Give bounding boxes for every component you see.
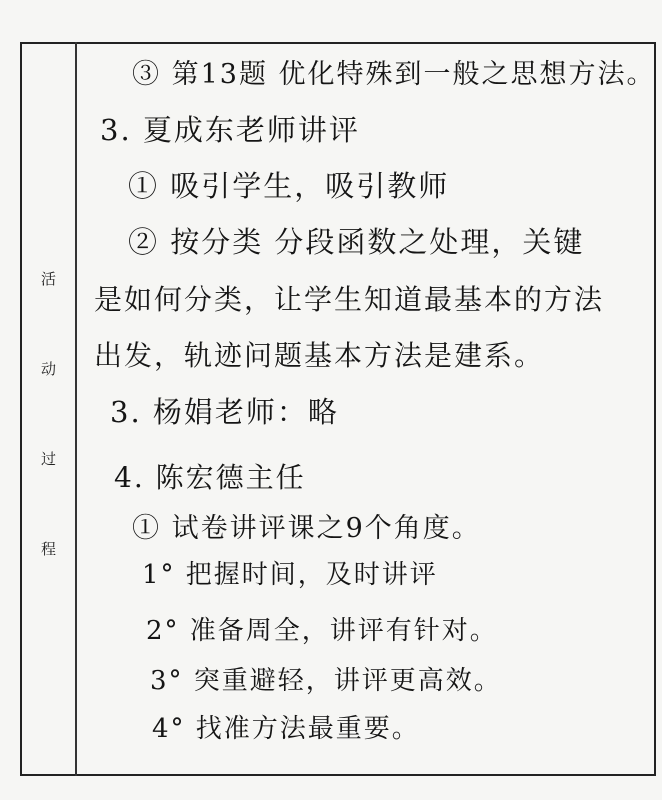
note-line: ① 吸引学生，吸引教师: [128, 169, 450, 203]
note-line: 3. 杨娟老师：略: [110, 395, 339, 429]
handwritten-notes: [80, 44, 656, 772]
note-line: 出发，轨迹问题基本方法是建系。: [94, 339, 545, 372]
label-char-dong: 动: [40, 360, 56, 378]
note-line: ② 按分类 分段函数之处理，关键: [128, 225, 585, 259]
note-line: 4° 找准方法最重要。: [152, 714, 420, 744]
label-char-cheng: 程: [40, 540, 56, 558]
column-divider: [75, 42, 77, 776]
note-line: 1° 把握时间，及时讲评: [142, 560, 438, 590]
note-line: 4. 陈宏德主任: [114, 461, 306, 494]
note-line: 3. 夏成东老师讲评: [100, 113, 360, 147]
note-line: 是如何分类，让学生知道最基本的方法: [94, 283, 605, 316]
note-line: ① 试卷讲评课之9个角度。: [132, 513, 481, 544]
label-char-huo: 活: [40, 270, 56, 288]
note-line: ③ 第13题 优化特殊到一般之思想方法。: [132, 59, 656, 90]
note-line: 2° 准备周全，讲评有针对。: [146, 616, 498, 646]
label-char-guo: 过: [40, 450, 56, 468]
activity-process-label-column: [22, 44, 75, 774]
note-line: 3° 突重避轻，讲评更高效。: [150, 666, 502, 696]
